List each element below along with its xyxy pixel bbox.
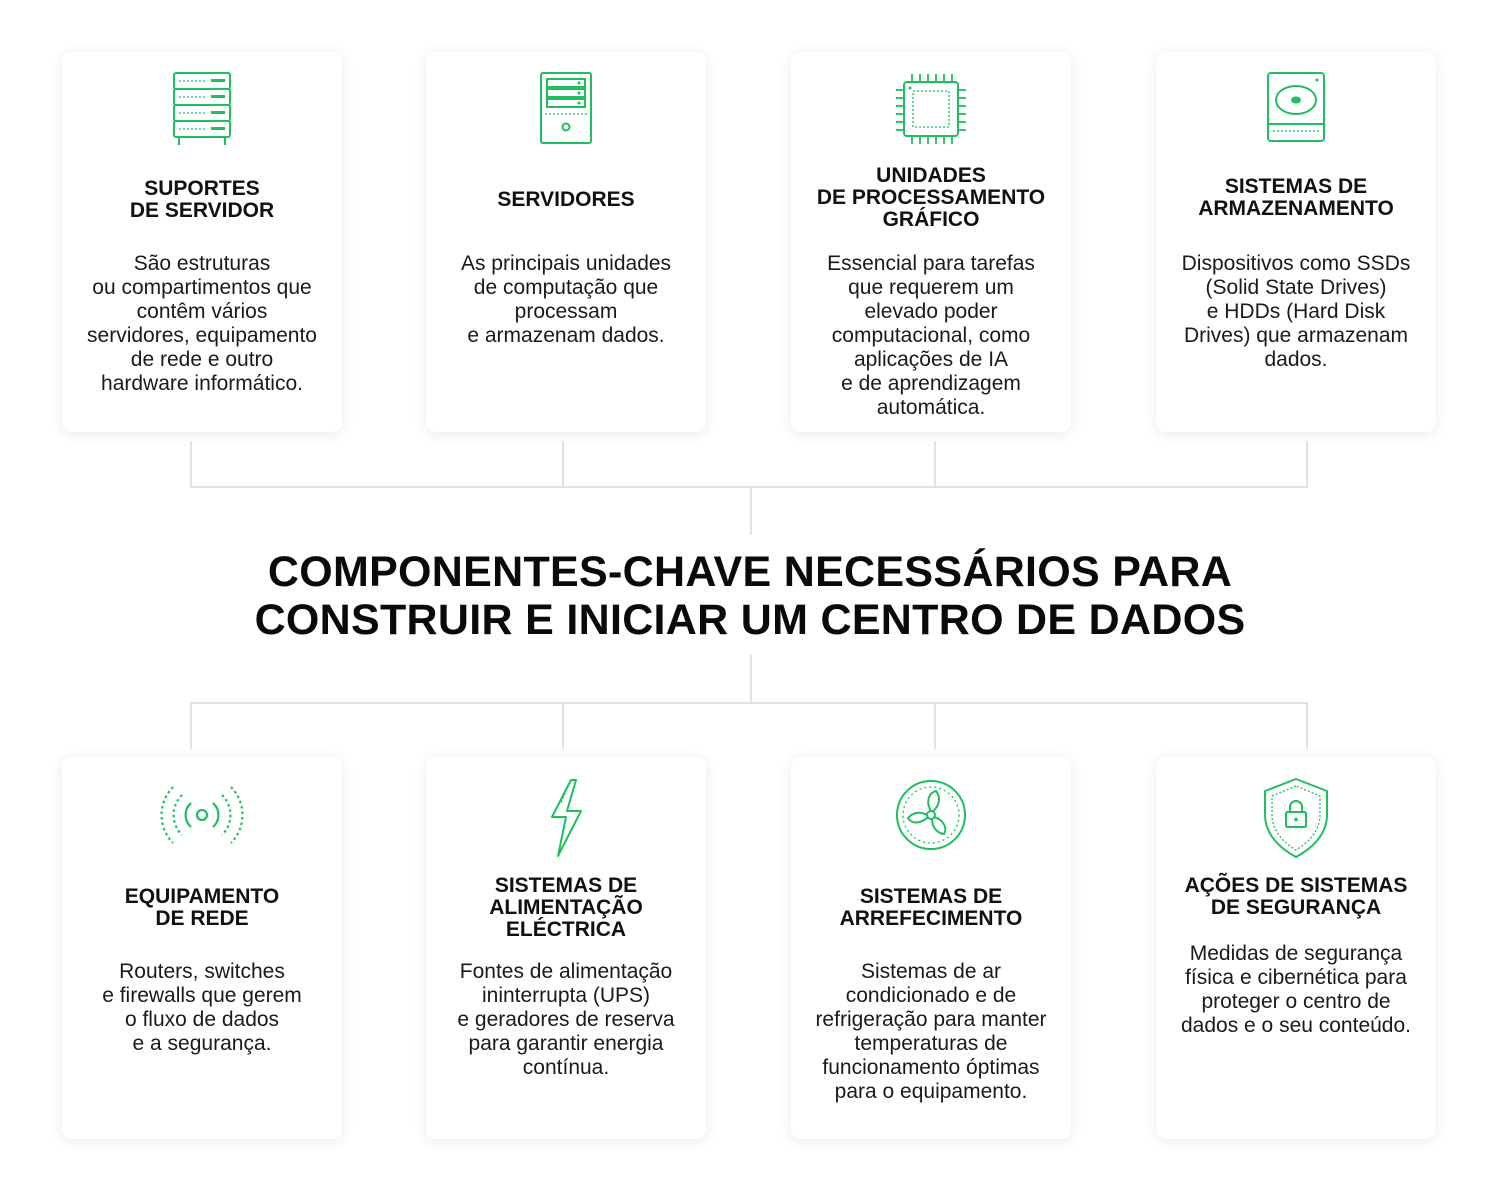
card-server-racks — [62, 52, 342, 432]
card-title: SISTEMAS DE ARREFECIMENTO — [839, 885, 1023, 930]
shield-lock-icon — [1251, 773, 1341, 863]
card-title: SERVIDORES — [497, 188, 635, 211]
card-description: Sistemas de ar condicionado e de refrigeração para manter temperaturas de funcionamento óptimas para o equipamento. — [815, 960, 1047, 1103]
wireless-signal-icon — [157, 773, 247, 863]
card-gpu — [791, 52, 1071, 432]
gpu-chip-icon — [886, 64, 976, 154]
card-description: Fontes de alimentação ininterrupta (UPS) e geradores de reserva para garantir energia contínua. — [457, 960, 675, 1079]
card-description: Routers, switches e firewalls que gerem o fluxo de dados e a segurança. — [102, 960, 302, 1055]
card-description: Essencial para tarefas que requerem um elevado poder computacional, como aplicações de IA e de aprendizagem automática. — [827, 252, 1035, 419]
server-rack-icon — [157, 64, 247, 154]
card-storage — [1156, 52, 1436, 432]
lightning-bolt-icon — [521, 773, 611, 863]
card-security-systems — [1156, 757, 1436, 1139]
card-servers — [426, 52, 706, 432]
card-power-systems — [426, 757, 706, 1139]
card-title: SISTEMAS DE ALIMENTAÇÃO ELÉCTRICA — [489, 874, 643, 941]
card-title: EQUIPAMENTO DE REDE — [124, 885, 280, 930]
card-description: Dispositivos como SSDs (Solid State Drives) e HDDs (Hard Disk Drives) que armazenam dados. — [1181, 252, 1411, 371]
fan-icon — [886, 773, 976, 863]
page-title: COMPONENTES-CHAVE NECESSÁRIOS PARA CONSTRUIR E INICIAR UM CENTRO DE DADOS — [254, 548, 1246, 644]
card-description: As principais unidades de computação que processam e armazenam dados. — [460, 252, 672, 347]
card-description: Medidas de segurança física e cibernética para proteger o centro de dados e o seu conteúdo. — [1180, 942, 1411, 1037]
hard-drive-icon — [1251, 64, 1341, 154]
server-tower-icon — [521, 64, 611, 154]
card-description: São estruturas ou compartimentos que contêm vários servidores, equipamento de rede e outro hardware informático. — [87, 252, 317, 395]
card-title: SUPORTES DE SERVIDOR — [129, 177, 275, 222]
card-title: UNIDADES DE PROCESSAMENTO GRÁFICO — [816, 164, 1046, 231]
card-title: SISTEMAS DE ARMAZENAMENTO — [1198, 175, 1394, 220]
card-network-equipment — [62, 757, 342, 1139]
card-cooling-systems — [791, 757, 1071, 1139]
card-title: AÇÕES DE SISTEMAS DE SEGURANÇA — [1184, 874, 1408, 919]
